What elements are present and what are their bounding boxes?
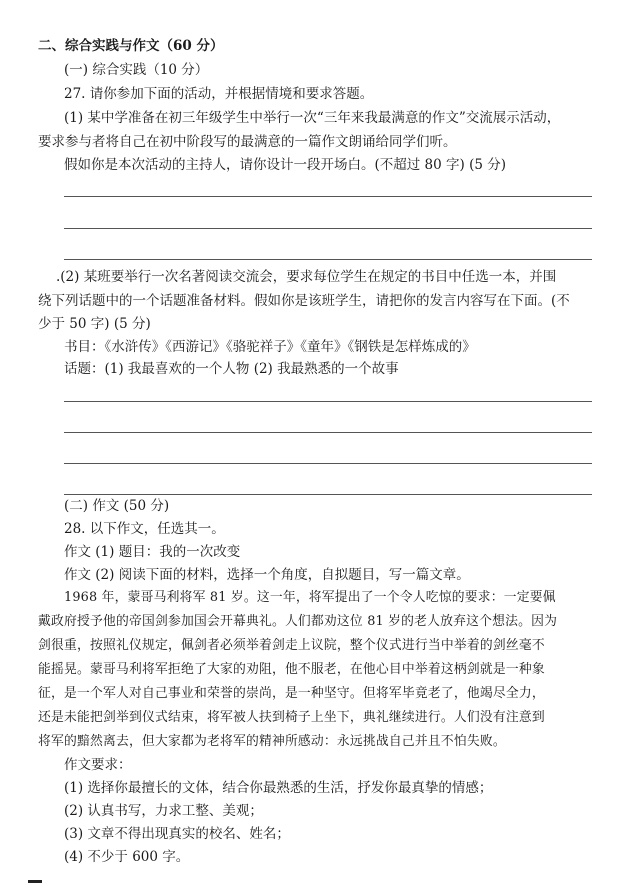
essay-option-1: 作文 (1) 题目：我的一次改变 xyxy=(64,544,241,560)
topic-list: 话题：(1) 我最喜欢的一个人物 (2) 我最熟悉的一个故事 xyxy=(64,361,399,377)
essay-requirements-heading: 作文要求： xyxy=(64,757,132,773)
answer-line[interactable] xyxy=(64,432,592,433)
material-line: 征，是一个军人对自己事业和荣誉的崇尚，是一种坚守。但将军毕竟老了，他竭尽全力， xyxy=(38,686,545,701)
q27-part1-line1: (1) 某中学准备在初三年级学生中举行一次“三年来我最满意的作文”交流展示活动， xyxy=(64,110,561,126)
material-line: 能摇晃。蒙哥马利将军拒绝了大家的劝阻，他不服老，在他心目中举着这柄剑就是一种象 xyxy=(38,662,545,677)
page-corner-mark xyxy=(28,880,42,883)
answer-line[interactable] xyxy=(64,463,592,464)
section-title: 二、综合实践与作文（60 分） xyxy=(38,38,224,54)
subsection-essay-heading: (二) 作文 (50 分) xyxy=(64,498,170,514)
q27-part2-line2: 绕下列话题中的一个话题准备材料。假如你是该班学生，请把你的发言内容写在下面。(不 xyxy=(38,293,570,309)
material-line: 还是未能把剑举到仪式结束，将军被人扶到椅子上坐下，典礼继续进行。人们没有注意到 xyxy=(38,710,545,725)
q27-part2-line3: 少于 50 字) (5 分) xyxy=(38,316,151,332)
essay-option-2: 作文 (2) 阅读下面的材料，选择一个角度，自拟题目，写一篇文章。 xyxy=(64,567,470,583)
answer-line[interactable] xyxy=(64,259,592,260)
q27-part2-line1: .(2) 某班要举行一次名著阅读交流会，要求每位学生在规定的书目中任选一本，并围 xyxy=(56,269,557,285)
material-line: 将军的黯然离去，但大家都为老将军的精神所感动：永远挑战自己并且不怕失败。 xyxy=(38,734,506,749)
q27-part1-line3: 假如你是本次活动的主持人，请你设计一段开场白。(不超过 80 字) (5 分) xyxy=(64,157,506,173)
requirement-item: (4) 不少于 600 字。 xyxy=(64,849,190,865)
answer-line[interactable] xyxy=(64,494,592,495)
requirement-item: (2) 认真书写，力求工整、美观； xyxy=(64,803,263,819)
q27-part1-line2: 要求参与者将自己在初中阶段写的最满意的一篇作文朗诵给同学们听。 xyxy=(38,134,457,150)
material-line: 1968 年，蒙哥马利将军 81 岁。这一年，将军提出了一个令人吃惊的要求：一定要佩 xyxy=(64,590,556,605)
answer-line[interactable] xyxy=(64,196,592,197)
material-line: 剑很重，按照礼仪规定，佩剑者必须举着剑走上议院，整个仪式进行当中举着的剑丝毫不 xyxy=(38,638,545,653)
requirement-item: (3) 文章不得出现真实的校名、姓名； xyxy=(64,826,290,842)
subsection-practice-heading: (一) 综合实践（10 分） xyxy=(64,62,209,78)
q28-stem: 28. 以下作文，任选其一。 xyxy=(64,521,225,537)
q27-stem: 27. 请你参加下面的活动，并根据情境和要求答题。 xyxy=(64,86,374,102)
material-line: 戴政府授予他的帝国剑参加国会开幕典礼。人们都劝这位 81 岁的老人放弃这个想法。因为 xyxy=(38,614,558,629)
requirement-item: (1) 选择你最擅长的文体，结合你最熟悉的生活，抒发你最真挚的情感； xyxy=(64,780,493,796)
book-list: 书目：《水浒传》《西游记》《骆驼祥子》《童年》《钢铁是怎样炼成的》 xyxy=(64,339,476,355)
answer-line[interactable] xyxy=(64,228,592,229)
answer-line[interactable] xyxy=(64,401,592,402)
